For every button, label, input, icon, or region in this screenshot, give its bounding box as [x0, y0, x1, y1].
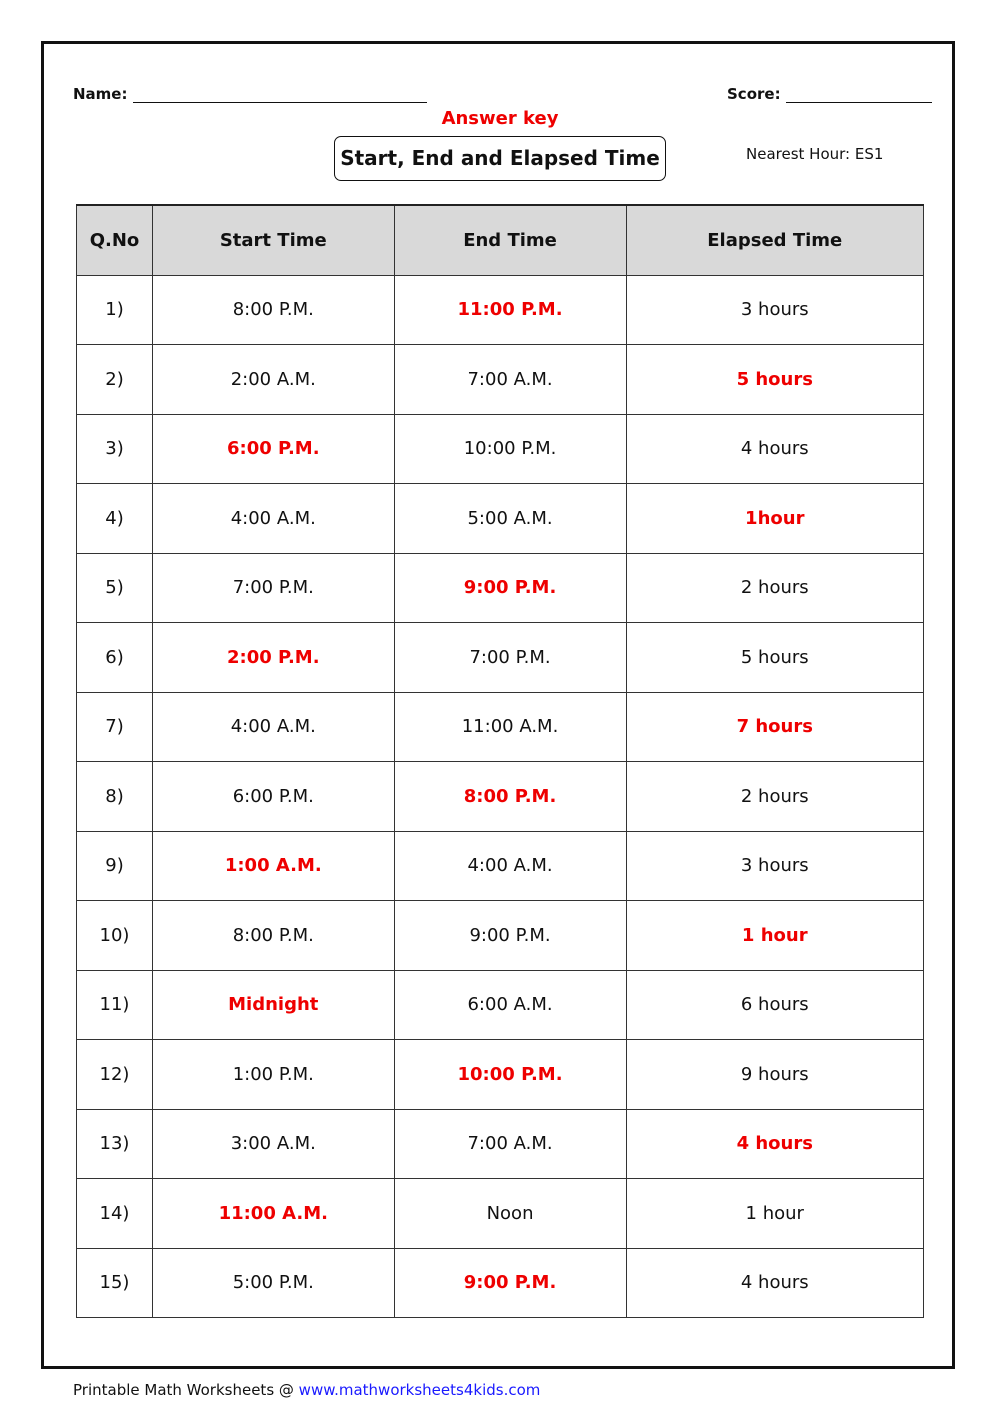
cell-elapsed: 3 hours — [626, 831, 923, 901]
cell-start: 8:00 P.M. — [153, 275, 395, 345]
worksheet-title: Start, End and Elapsed Time — [334, 136, 666, 181]
cell-q: 2) — [77, 345, 153, 415]
cell-start: 2:00 P.M. — [153, 623, 395, 693]
cell-end: 9:00 P.M. — [394, 553, 626, 623]
cell-elapsed: 4 hours — [626, 1248, 923, 1318]
cell-start: Midnight — [153, 970, 395, 1040]
cell-end: 8:00 P.M. — [394, 762, 626, 832]
cell-q: 13) — [77, 1109, 153, 1179]
col-start-time: Start Time — [153, 205, 395, 275]
cell-elapsed: 1 hour — [626, 901, 923, 971]
cell-end: 11:00 P.M. — [394, 275, 626, 345]
cell-start: 1:00 P.M. — [153, 1040, 395, 1110]
col-qno: Q.No — [77, 205, 153, 275]
table-row — [77, 901, 924, 971]
table-row — [77, 831, 924, 901]
cell-start: 4:00 A.M. — [153, 484, 395, 554]
table-row — [77, 1248, 924, 1318]
cell-start: 3:00 A.M. — [153, 1109, 395, 1179]
name-line[interactable] — [133, 86, 427, 103]
cell-start: 6:00 P.M. — [153, 414, 395, 484]
cell-q: 11) — [77, 970, 153, 1040]
cell-elapsed: 3 hours — [626, 275, 923, 345]
cell-elapsed: 4 hours — [626, 414, 923, 484]
cell-elapsed: 9 hours — [626, 1040, 923, 1110]
cell-q: 3) — [77, 414, 153, 484]
table-row — [77, 692, 924, 762]
cell-q: 10) — [77, 901, 153, 971]
cell-q: 9) — [77, 831, 153, 901]
table-row — [77, 345, 924, 415]
cell-end: 5:00 A.M. — [394, 484, 626, 554]
score-field — [727, 85, 932, 103]
cell-q: 6) — [77, 623, 153, 693]
cell-q: 1) — [77, 275, 153, 345]
worksheet-level: Nearest Hour: ES1 — [746, 145, 884, 163]
score-line[interactable] — [786, 86, 932, 103]
cell-q: 7) — [77, 692, 153, 762]
cell-end: 4:00 A.M. — [394, 831, 626, 901]
cell-elapsed: 6 hours — [626, 970, 923, 1040]
cell-elapsed: 7 hours — [626, 692, 923, 762]
score-label: Score: — [727, 85, 781, 103]
footer-text: Printable Math Worksheets @ — [73, 1381, 299, 1399]
name-label: Name: — [73, 85, 128, 103]
answer-key-label: Answer key — [441, 108, 559, 129]
cell-elapsed: 4 hours — [626, 1109, 923, 1179]
cell-start: 5:00 P.M. — [153, 1248, 395, 1318]
col-elapsed-time: Elapsed Time — [626, 205, 923, 275]
elapsed-time-table — [76, 204, 924, 1318]
cell-elapsed: 2 hours — [626, 553, 923, 623]
cell-q: 12) — [77, 1040, 153, 1110]
table-row — [77, 1109, 924, 1179]
cell-end: 7:00 A.M. — [394, 1109, 626, 1179]
table-row — [77, 275, 924, 345]
cell-start: 6:00 P.M. — [153, 762, 395, 832]
cell-end: 9:00 P.M. — [394, 1248, 626, 1318]
table-row — [77, 553, 924, 623]
table-row — [77, 623, 924, 693]
table-row — [77, 1179, 924, 1249]
table-row — [77, 484, 924, 554]
cell-elapsed: 5 hours — [626, 623, 923, 693]
footer — [73, 1381, 540, 1399]
cell-q: 4) — [77, 484, 153, 554]
cell-end: 10:00 P.M. — [394, 1040, 626, 1110]
table-row — [77, 970, 924, 1040]
cell-end: 6:00 A.M. — [394, 970, 626, 1040]
footer-link[interactable]: www.mathworksheets4kids.com — [298, 1381, 541, 1399]
table-row — [77, 414, 924, 484]
cell-start: 8:00 P.M. — [153, 901, 395, 971]
cell-q: 15) — [77, 1248, 153, 1318]
cell-elapsed: 1hour — [626, 484, 923, 554]
cell-start: 11:00 A.M. — [153, 1179, 395, 1249]
cell-q: 5) — [77, 553, 153, 623]
cell-start: 2:00 A.M. — [153, 345, 395, 415]
cell-end: 11:00 A.M. — [394, 692, 626, 762]
cell-end: 7:00 A.M. — [394, 345, 626, 415]
name-field — [73, 85, 427, 103]
cell-q: 8) — [77, 762, 153, 832]
cell-elapsed: 5 hours — [626, 345, 923, 415]
cell-elapsed: 2 hours — [626, 762, 923, 832]
cell-start: 7:00 P.M. — [153, 553, 395, 623]
cell-elapsed: 1 hour — [626, 1179, 923, 1249]
cell-end: Noon — [394, 1179, 626, 1249]
cell-q: 14) — [77, 1179, 153, 1249]
cell-start: 4:00 A.M. — [153, 692, 395, 762]
cell-end: 7:00 P.M. — [394, 623, 626, 693]
col-end-time: End Time — [394, 205, 626, 275]
cell-end: 9:00 P.M. — [394, 901, 626, 971]
table-row — [77, 1040, 924, 1110]
table-row — [77, 762, 924, 832]
cell-start: 1:00 A.M. — [153, 831, 395, 901]
cell-end: 10:00 P.M. — [394, 414, 626, 484]
